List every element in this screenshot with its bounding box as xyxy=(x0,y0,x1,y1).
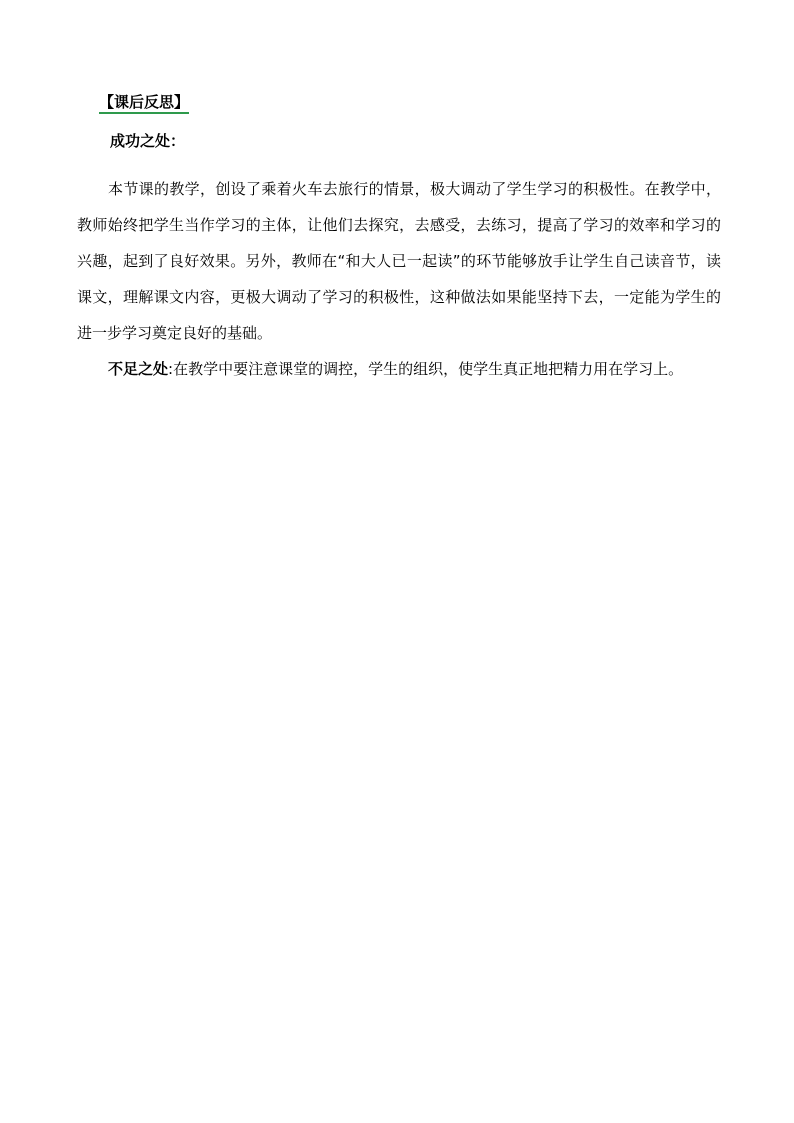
success-heading: 成功之处： xyxy=(110,132,186,150)
success-body-paragraph: 本节课的教学，创设了乘着火车去旅行的情景，极大调动了学生学习的积极性。在教学中，教师始终把学生当作学习的主体，让他们去探究，去感受，去练习，提高了学习的效率和学习的兴趣，起到了良好效果。另外，教师在“和大人已一起读”的环节能够放手让学生自己读音节，读课文，理解课文内容，更极大调动了学习的积极性，这种做法如果能坚持下去，一定能为学生的进一步学习奠定良好的基础。 xyxy=(77,180,721,342)
shortcoming-label: 不足之处 xyxy=(108,360,169,378)
shortcoming-text: :在教学中要注意课堂的调控，学生的组织，使学生真正地把精力用在学习上。 xyxy=(168,360,684,378)
section-title-text: 【课后反思】 xyxy=(99,93,189,114)
shortcoming-line xyxy=(108,359,683,379)
section-title xyxy=(99,92,189,112)
